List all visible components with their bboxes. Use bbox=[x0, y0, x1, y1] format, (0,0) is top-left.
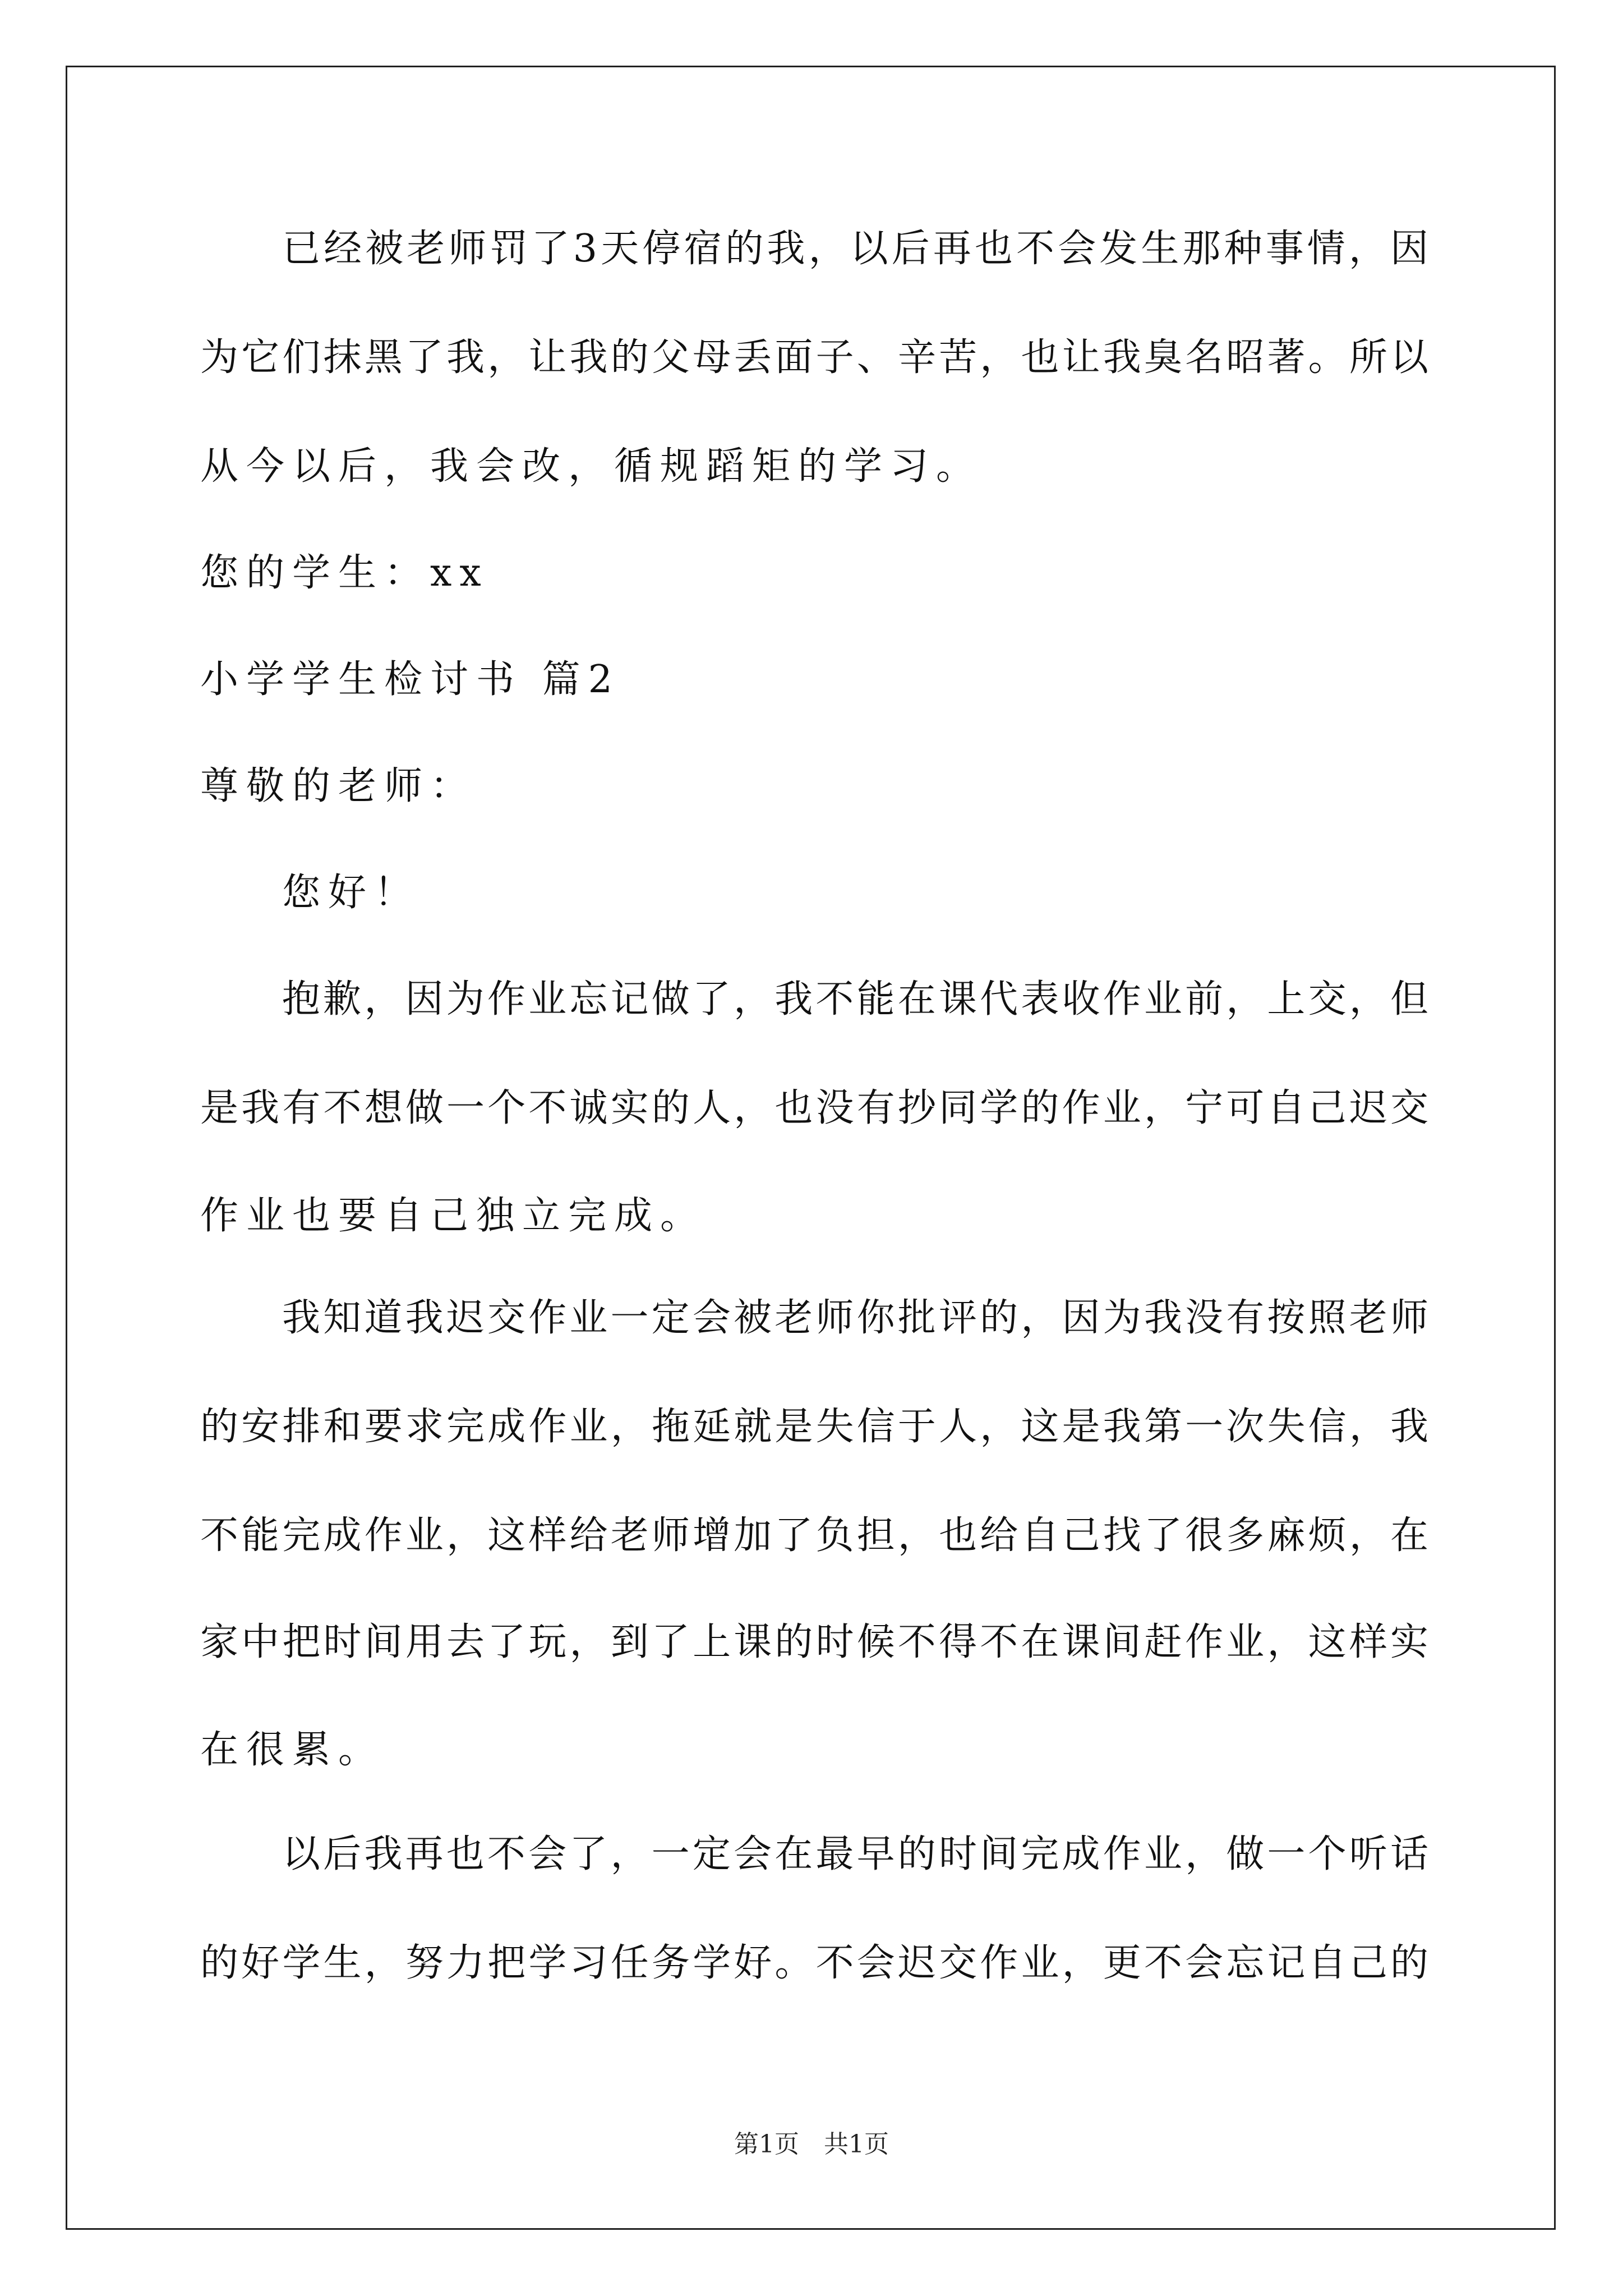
text-line-p2-l1: 抱歉，因为作业忘记做了，我不能在课代表收作业前，上交，但 bbox=[282, 977, 1428, 1022]
text-line-p3-l4: 家中把时间用去了玩，到了上课的时候不得不在课间赶作业，这样实 bbox=[200, 1620, 1428, 1664]
text-line-sign: 您的学生：xx bbox=[200, 551, 489, 595]
text-line-p2-l3: 作业也要自己独立完成。 bbox=[200, 1194, 707, 1238]
text-line-salutation: 尊敬的老师： bbox=[200, 764, 477, 808]
text-line-p1-l2: 为它们抹黑了我，让我的父母丢面子、辛苦，也让我臭名昭著。所以 bbox=[200, 335, 1428, 380]
page-border bbox=[66, 66, 1556, 2230]
text-line-p3-l1: 我知道我迟交作业一定会被老师你批评的，因为我没有按照老师 bbox=[282, 1296, 1428, 1340]
text-line-p2-l2: 是我有不想做一个不诚实的人，也没有抄同学的作业，宁可自己迟交 bbox=[200, 1086, 1428, 1130]
page-footer: 第1页 共1页 bbox=[734, 2130, 889, 2159]
text-line-p1-l1: 已经被老师罚了3天停宿的我，以后再也不会发生那种事情，因 bbox=[282, 227, 1429, 271]
text-line-title2: 小学学生检讨书 篇2 bbox=[200, 657, 620, 702]
text-line-greeting: 您好！ bbox=[282, 871, 421, 915]
text-line-p4-l1: 以后我再也不会了，一定会在最早的时间完成作业，做一个听话 bbox=[282, 1832, 1428, 1876]
text-line-p4-l2: 的好学生，努力把学习任务学好。不会迟交作业，更不会忘记自己的 bbox=[200, 1941, 1428, 1985]
text-line-p3-l3: 不能完成作业，这样给老师增加了负担，也给自己找了很多麻烦，在 bbox=[200, 1513, 1428, 1558]
text-line-p3-l2: 的安排和要求完成作业，拖延就是失信于人，这是我第一次失信，我 bbox=[200, 1405, 1428, 1449]
text-line-p1-l3: 从今以后，我会改，循规蹈矩的学习。 bbox=[200, 444, 983, 489]
text-line-p3-l5: 在很累。 bbox=[200, 1728, 385, 1772]
